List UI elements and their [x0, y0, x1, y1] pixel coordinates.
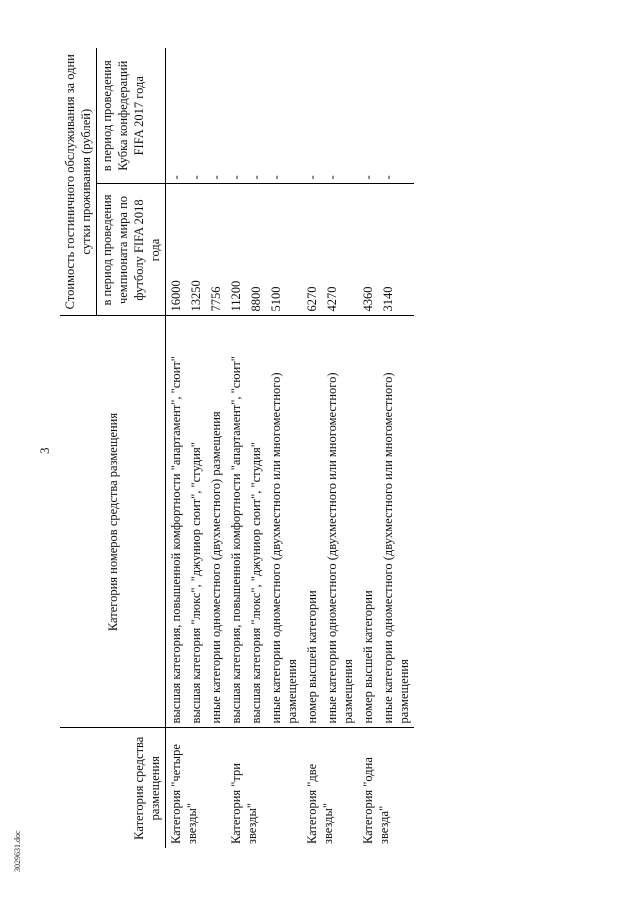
table-body: [166, 48, 415, 848]
room-category-cell: номер высшей категории: [361, 590, 375, 724]
header-accommodation-category: Категория средства размещения: [60, 728, 166, 848]
world-cup-price-cell: 3140: [378, 184, 414, 316]
room-category-cell: высшая категория, повышенной комфортности "апартамент", "сюит": [229, 356, 243, 724]
room-category-cell: иные категории одноместного (двухместного) размещения: [209, 411, 223, 724]
table-row: [266, 48, 302, 848]
room-category-cell: иные категории одноместного (двухместного или многоместного) размещения: [325, 372, 355, 724]
rotated-table-area: [60, 0, 640, 905]
world-cup-price-cell: 11200: [226, 184, 246, 316]
accommodation-category-cell: Категория "одна звезда": [358, 728, 414, 848]
room-category-cell: высшая категория "люкс", "джуниор сюит", "студия": [189, 442, 203, 724]
world-cup-price-cell: 8800: [246, 184, 266, 316]
table-row: [322, 48, 358, 848]
table-row: [378, 48, 414, 848]
hotel-price-table: [60, 48, 414, 848]
footer-document-code: 3029631.doc: [13, 830, 22, 872]
table-row: [358, 48, 378, 848]
confederations-cup-price-cell: -: [378, 48, 414, 184]
room-category-cell: иные категории одноместного (двухместного или многоместного) размещения: [269, 372, 299, 724]
table-row: [226, 48, 246, 848]
room-category-cell: высшая категория, повышенной комфортности "апартамент", "сюит": [169, 356, 183, 724]
table-row: [206, 48, 226, 848]
confederations-cup-price-cell: -: [358, 48, 378, 184]
accommodation-category-cell: Категория "три звезды": [226, 728, 302, 848]
confederations-cup-price-cell: -: [322, 48, 358, 184]
world-cup-price-cell: 13250: [186, 184, 206, 316]
header-room-category: Категория номеров средства размещения: [60, 316, 166, 728]
confederations-cup-price-cell: -: [186, 48, 206, 184]
world-cup-price-cell: 5100: [266, 184, 302, 316]
world-cup-price-cell: 4270: [322, 184, 358, 316]
world-cup-price-cell: 7756: [206, 184, 226, 316]
rotated-table-wrapper: [60, 48, 411, 848]
table-row: [302, 48, 322, 848]
world-cup-price-cell: 16000: [166, 184, 187, 316]
accommodation-category-cell: Категория "две звезды": [302, 728, 358, 848]
table-row: [186, 48, 206, 848]
world-cup-price-cell: 6270: [302, 184, 322, 316]
table-row: [166, 48, 187, 848]
confederations-cup-price-cell: -: [302, 48, 322, 184]
header-world-cup-period: в период проведения чемпионата мира по футболу FIFA 2018 года: [97, 184, 166, 316]
table-row: [246, 48, 266, 848]
confederations-cup-price-cell: -: [206, 48, 226, 184]
room-category-cell: иные категории одноместного (двухместного или многоместного) размещения: [381, 372, 411, 724]
room-category-cell: номер высшей категории: [305, 590, 319, 724]
confederations-cup-price-cell: -: [226, 48, 246, 184]
confederations-cup-price-cell: -: [166, 48, 187, 184]
header-confederations-cup-period: в период проведения Кубка конфедераций FIFA 2017 года: [97, 48, 166, 184]
confederations-cup-price-cell: -: [246, 48, 266, 184]
header-price-group: Стоимость гостиничного обслуживания за одни сутки проживания (рублей): [60, 48, 97, 316]
room-category-cell: высшая категория "люкс", "джуниор сюит", "студия": [249, 442, 263, 724]
accommodation-category-cell: Категория "четыре звезды": [166, 728, 227, 848]
confederations-cup-price-cell: -: [266, 48, 302, 184]
world-cup-price-cell: 4360: [358, 184, 378, 316]
page-number: 3: [37, 447, 52, 454]
